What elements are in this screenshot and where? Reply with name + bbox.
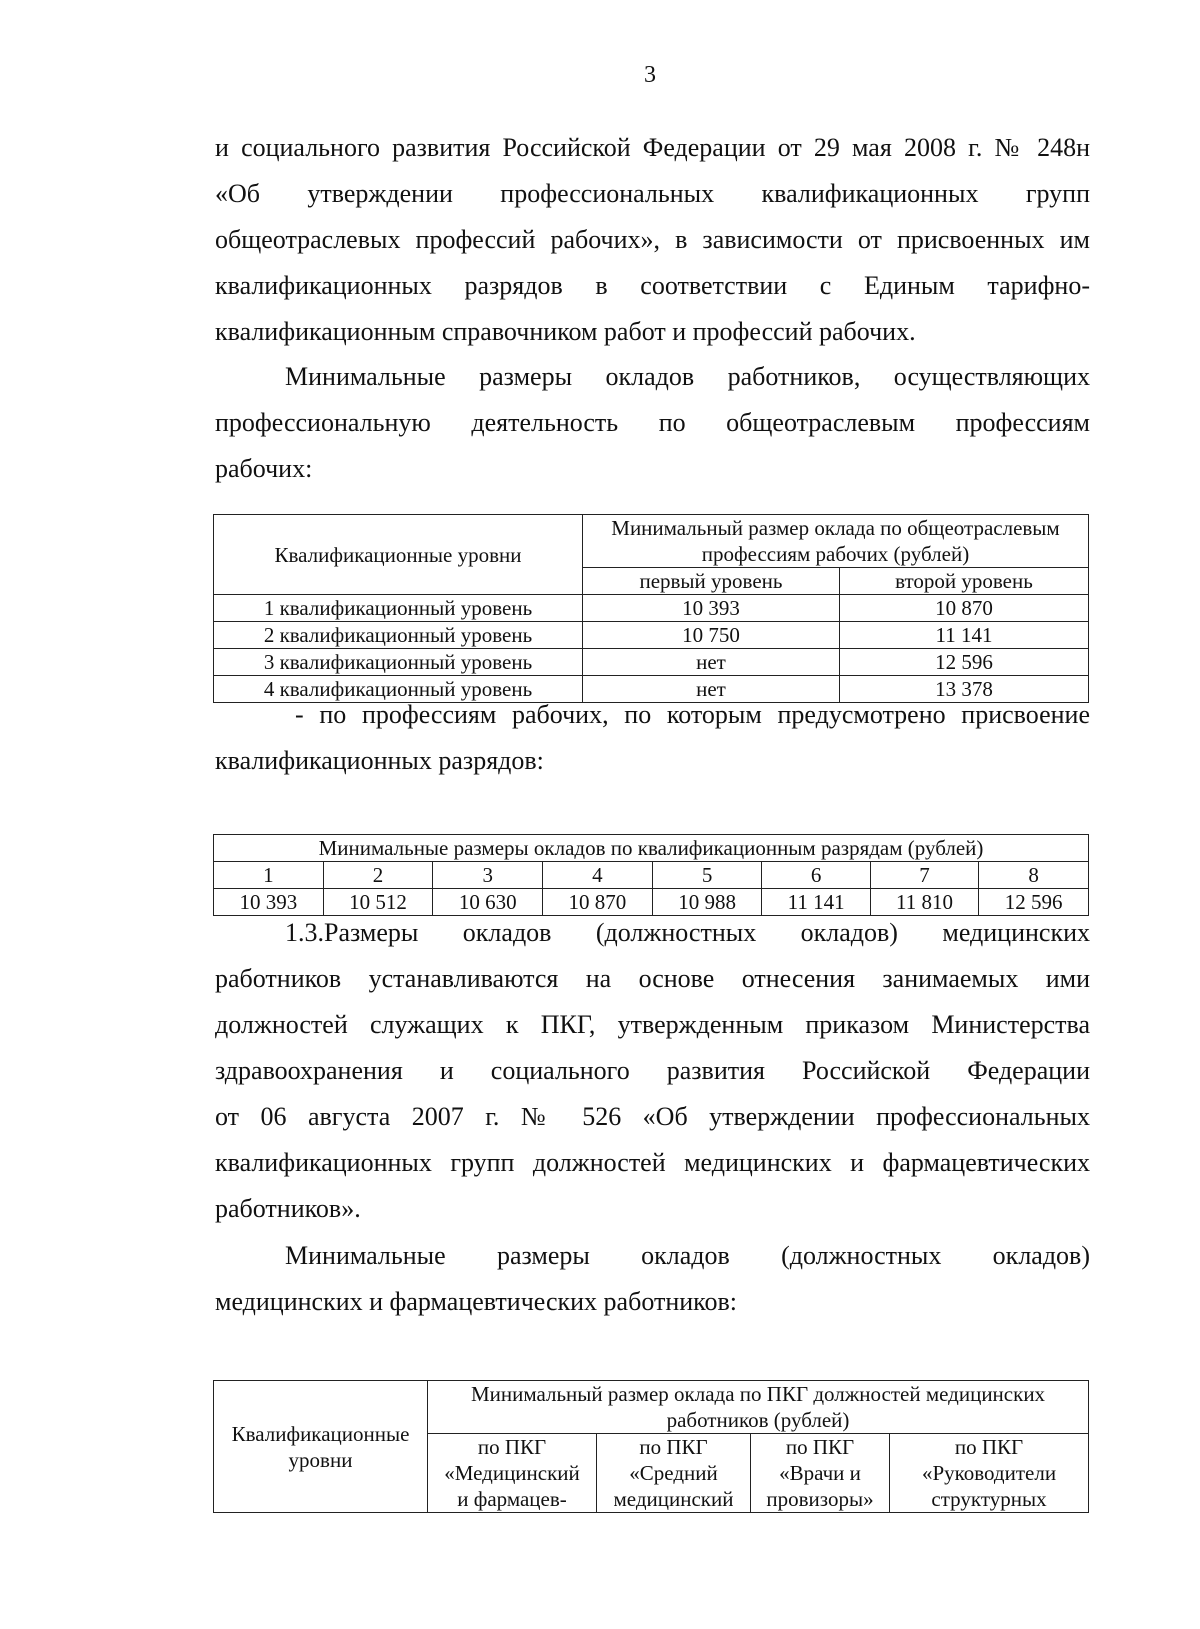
- grade-salary-cell: 11 141: [762, 889, 870, 916]
- text-line: работников».: [215, 1194, 361, 1223]
- pkg-column-header-line: по ПКГ: [597, 1434, 751, 1461]
- text-line: и социального развития Российской Федерации от 29 мая 2008 г. № 248н: [215, 133, 1090, 162]
- first-level-cell: 10 393: [583, 595, 840, 622]
- text-line: квалификационным справочником работ и профессий рабочих.: [215, 317, 916, 346]
- table-header-min-salary: Минимальный размер оклада по ПКГ должностей медицинских работников (рублей): [428, 1381, 1089, 1434]
- level-cell: 2 квалификационный уровень: [214, 622, 583, 649]
- table-header-min-salary: Минимальный размер оклада по общеотраслевым профессиям рабочих (рублей): [583, 515, 1089, 568]
- text-line: должностей служащих к ПКГ, утвержденным приказом Министерства: [215, 1010, 1090, 1039]
- text-line: профессиональную деятельность по общеотраслевым профессиям: [215, 408, 1090, 437]
- grades-salary-table: [213, 834, 1089, 916]
- grade-salary-cell: 11 810: [870, 889, 978, 916]
- table-header-levels: Квалификационные уровни: [214, 1381, 428, 1513]
- pkg-column-header-line: медицинский: [597, 1486, 751, 1513]
- grade-number-cell: 1: [214, 862, 324, 889]
- paragraph-medical-workers: [215, 910, 1090, 1232]
- grade-number-cell: 4: [543, 862, 653, 889]
- grade-salary-cell: 10 870: [543, 889, 653, 916]
- second-level-cell: 10 870: [839, 595, 1088, 622]
- paragraph-grades-intro: [215, 692, 1090, 784]
- pkg-column-header-line: и фармацев-: [428, 1486, 597, 1513]
- grade-salary-cell: 10 512: [323, 889, 433, 916]
- pkg-column-header-line: «Руководители: [890, 1460, 1089, 1486]
- pkg-column-header-line: «Средний: [597, 1460, 751, 1486]
- text-line: квалификационных разрядов в соответствии с Единым тарифно-: [215, 271, 1090, 300]
- paragraph-order-reference: [215, 125, 1090, 355]
- first-level-cell: нет: [583, 649, 840, 676]
- text-line: «Об утверждении профессиональных квалификационных групп: [215, 179, 1090, 208]
- paragraph-min-salaries-intro: [215, 354, 1090, 492]
- medical-pkg-table: [213, 1380, 1089, 1513]
- text-line: квалификационных групп должностей медицинских и фармацевтических: [215, 1148, 1090, 1177]
- grade-salary-cell: 10 393: [214, 889, 324, 916]
- grade-number-cell: 6: [762, 862, 870, 889]
- table-header-grades: Минимальные размеры окладов по квалификационным разрядам (рублей): [214, 835, 1089, 862]
- qualification-levels-table: [213, 514, 1089, 703]
- grade-salary-cell: 10 988: [652, 889, 762, 916]
- grade-number-cell: 7: [870, 862, 978, 889]
- grade-number-cell: 3: [433, 862, 543, 889]
- table-subheader-first-level: первый уровень: [583, 568, 840, 595]
- grade-salary-cell: 12 596: [979, 889, 1089, 916]
- pkg-column-header-line: по ПКГ: [751, 1434, 890, 1461]
- level-cell: 1 квалификационный уровень: [214, 595, 583, 622]
- second-level-cell: 13 378: [839, 676, 1088, 703]
- pkg-column-header-line: по ПКГ: [428, 1434, 597, 1461]
- grade-number-cell: 2: [323, 862, 433, 889]
- text-line: 1.3.Размеры окладов (должностных окладов) медицинских: [285, 918, 1090, 947]
- level-cell: 4 квалификационный уровень: [214, 676, 583, 703]
- table-header-levels: Квалификационные уровни: [214, 515, 583, 595]
- grade-number-cell: 5: [652, 862, 762, 889]
- table-subheader-second-level: второй уровень: [839, 568, 1088, 595]
- pkg-column-header-line: по ПКГ: [890, 1434, 1089, 1461]
- text-line: от 06 августа 2007 г. № 526 «Об утверждении профессиональных: [215, 1102, 1090, 1131]
- second-level-cell: 11 141: [839, 622, 1088, 649]
- grade-salary-cell: 10 630: [433, 889, 543, 916]
- paragraph-medical-salaries-intro: [215, 1233, 1090, 1325]
- table-row: [214, 622, 1089, 649]
- second-level-cell: 12 596: [839, 649, 1088, 676]
- level-cell: 3 квалификационный уровень: [214, 649, 583, 676]
- text-line: работников устанавливаются на основе отнесения занимаемых ими: [215, 964, 1090, 993]
- text-line: - по профессиям рабочих, по которым предусмотрено присвоение: [295, 700, 1090, 729]
- text-line: Минимальные размеры окладов работников, осуществляющих: [285, 362, 1090, 391]
- pkg-column-header-line: «Медицинский: [428, 1460, 597, 1486]
- first-level-cell: нет: [583, 676, 840, 703]
- text-line: здравоохранения и социального развития Российской Федерации: [215, 1056, 1090, 1085]
- text-line: общеотраслевых профессий рабочих», в зависимости от присвоенных им: [215, 225, 1090, 254]
- page-number: 3: [644, 62, 656, 88]
- text-line: медицинских и фармацевтических работников:: [215, 1287, 737, 1316]
- text-line: рабочих:: [215, 454, 313, 483]
- grade-number-cell: 8: [979, 862, 1089, 889]
- pkg-column-header-line: структурных: [890, 1486, 1089, 1513]
- pkg-column-header-line: «Врачи и: [751, 1460, 890, 1486]
- first-level-cell: 10 750: [583, 622, 840, 649]
- pkg-column-header-line: провизоры»: [751, 1486, 890, 1513]
- text-line: Минимальные размеры окладов (должностных окладов): [285, 1241, 1090, 1270]
- table-row: [214, 595, 1089, 622]
- table-row: [214, 649, 1089, 676]
- text-line: квалификационных разрядов:: [215, 746, 544, 775]
